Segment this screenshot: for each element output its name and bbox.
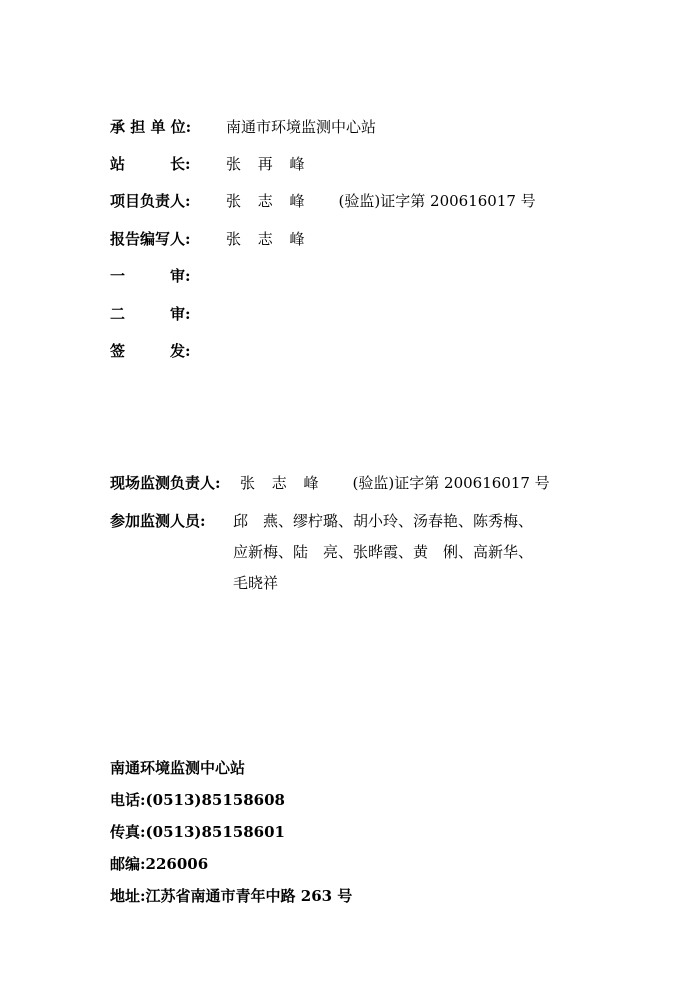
contact-address: 地址:江苏省南通市青年中路 263 号 [110, 887, 353, 905]
members-line: 邱 燕、缪柠璐、胡小玲、汤春艳、陈秀梅、 [233, 512, 534, 530]
field-leader-value-group [240, 471, 550, 495]
contact-postcode: 邮编:226006 [110, 855, 209, 873]
contact-org: 南通环境监测中心站 [110, 759, 246, 777]
review2-label: 二 审: [110, 305, 191, 323]
members-label: 参加监测人员: [110, 512, 206, 530]
members-line: 应新梅、陆 亮、张晔霞、黄 俐、高新华、 [233, 543, 534, 561]
field-leader-name: 张 志 峰 [240, 474, 325, 492]
project-leader-cert: (验监)证字第 200616017 号 [338, 192, 536, 210]
unit-label: 承 担 单 位: [110, 118, 192, 136]
contact-phone: 电话:(0513)85158608 [110, 791, 285, 809]
director-value: 张 再 峰 [226, 155, 311, 173]
issue-label: 签 发: [110, 342, 191, 360]
field-leader-cert: (验监)证字第 200616017 号 [352, 474, 550, 492]
writer-label: 报告编写人: [110, 230, 191, 248]
contact-fax: 传真:(0513)85158601 [110, 823, 285, 841]
members-list [233, 506, 613, 599]
review1-label: 一 审: [110, 267, 191, 285]
members-line: 毛晓祥 [233, 574, 279, 592]
writer-value: 张 志 峰 [226, 230, 311, 248]
project-leader-name: 张 志 峰 [226, 192, 311, 210]
field-leader-label: 现场监测负责人: [110, 474, 221, 492]
project-leader-label: 项目负责人: [110, 192, 191, 210]
project-leader-value-group [226, 189, 536, 213]
unit-value: 南通市环境监测中心站 [226, 118, 377, 136]
director-label: 站 长: [110, 155, 191, 173]
